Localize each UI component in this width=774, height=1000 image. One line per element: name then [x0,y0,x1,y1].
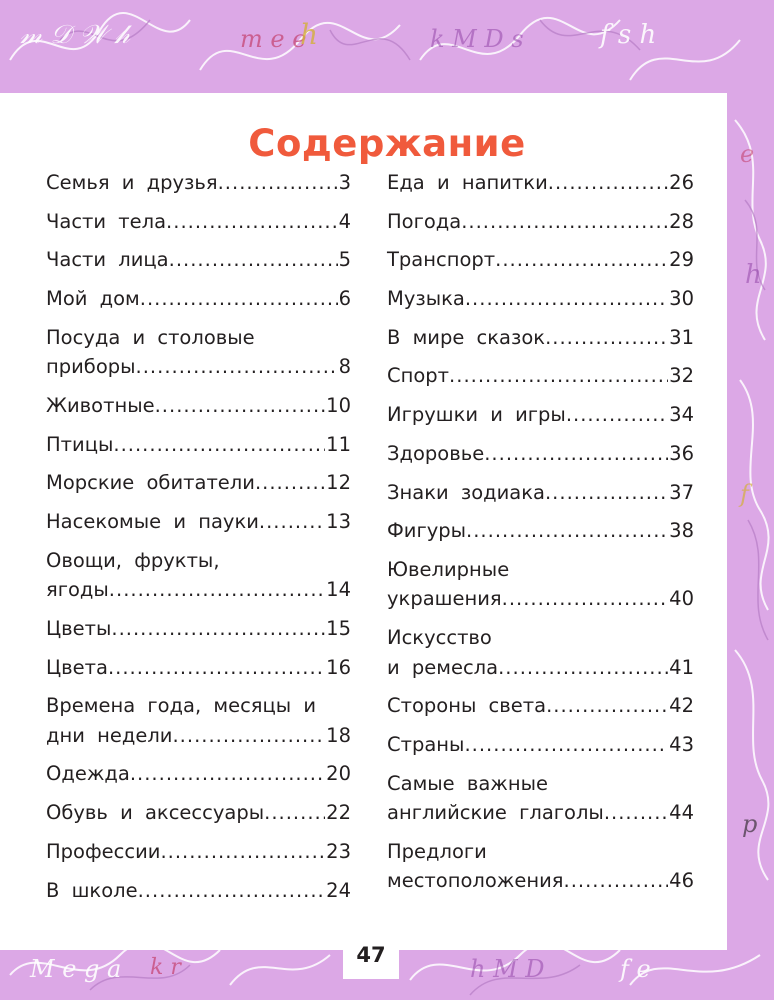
toc-entry-label-line1: Самые важные [387,771,549,795]
toc-right-column [387,168,694,905]
dot-leader [604,798,668,828]
toc-entry-label: английские глаголы [387,801,604,825]
toc-entry-label: Цвета [46,655,108,679]
toc-entry [387,478,694,508]
dot-leader [259,507,325,537]
toc-entry-label-line1: Посуда и столовые [46,325,255,349]
toc-entry [46,245,351,275]
deco-letters: 𝓂 𝒟 𝒲 𝒽 [20,20,130,50]
dot-leader [465,284,668,314]
toc-entry-page: 42 [669,694,694,718]
toc-entry-label: Еда и напитки [387,171,548,194]
toc-entry-label: Животные [46,393,155,417]
dot-leader [498,653,668,683]
toc-entry-label: Профессии [46,839,161,863]
deco-letters: h [300,18,319,51]
toc-entry [46,614,351,644]
dot-leader [108,653,325,683]
dot-leader [564,866,669,896]
toc-entry-label: Части лица [46,248,169,272]
toc-entry [46,546,351,605]
dot-leader [461,207,668,237]
toc-entry-page: 10 [326,393,351,417]
deco-letters: f s h [600,20,657,50]
toc-entry [46,798,351,828]
dot-leader [464,730,668,760]
dot-leader [218,168,338,198]
toc-entry-page: 46 [669,869,694,893]
toc-entry-page: 26 [669,171,694,194]
toc-entry-label-line1: Овощи, фрукты, [46,548,220,572]
dot-leader [113,430,325,460]
dot-leader [449,361,668,391]
dot-leader [484,439,668,469]
page-number: 47 [356,943,386,967]
toc-entry [387,439,694,469]
deco-letters: M e g a [30,955,122,983]
deco-letters: k r [150,955,181,980]
toc-entry-label-line1: Предлоги [387,839,487,863]
toc-entry-page: 44 [669,801,694,825]
dot-leader [495,245,668,275]
toc-entry [387,245,694,275]
toc-entry-page: 34 [669,403,694,427]
toc-left-column [46,168,351,914]
toc-entry-label: Насекомые и пауки [46,510,259,533]
deco-letters: p [742,810,758,838]
toc-entry-page: 8 [338,355,351,379]
toc-entry [46,876,351,906]
toc-entry [46,837,351,867]
toc-entry [46,468,351,498]
toc-entry-page: 23 [326,839,351,863]
toc-entry-label: Погода [387,209,462,233]
toc-entry-label: Транспорт [387,248,496,272]
toc-entry-label: Фигуры [387,519,467,543]
toc-entry-page: 11 [326,432,351,456]
toc-entry [46,759,351,789]
toc-entry [46,691,351,750]
toc-entry-page: 36 [669,441,694,465]
toc-entry-label: и ремесла [387,655,499,679]
toc-entry-page: 22 [326,801,351,825]
dot-leader [255,468,325,498]
toc-entry-label: Музыка [387,287,465,311]
toc-entry-label: Цветы [46,616,112,640]
toc-entry-page: 43 [669,732,694,756]
toc-entry-page: 16 [326,655,351,679]
dot-leader [130,759,325,789]
dot-leader [136,352,338,382]
toc-entry-page: 32 [669,364,694,388]
deco-letters: m e e [240,25,307,53]
dot-leader [111,614,325,644]
toc-entry-page: 30 [669,287,694,311]
toc-entry-label: Одежда [46,762,130,786]
toc-entry [387,361,694,391]
toc-entry-page: 12 [326,471,351,495]
dot-leader [160,837,325,867]
toc-entry-label: дни недели [46,723,173,747]
dot-leader [140,284,338,314]
dot-leader [548,168,668,198]
toc-entry-page: 29 [669,248,694,272]
toc-entry [46,391,351,421]
toc-entry [46,323,351,382]
toc-entry-label: Мой дом [46,287,140,311]
deco-letters: e [740,140,755,168]
toc-entry-page: 5 [338,248,351,272]
toc-entry [46,653,351,683]
toc-entry-page: 18 [326,723,351,747]
toc-entry-page: 40 [669,587,694,611]
toc-entry [46,168,351,198]
toc-entry-page: 4 [338,209,351,233]
dot-leader [169,245,338,275]
dot-leader [502,584,669,614]
toc-entry-label: Части тела [46,209,167,233]
toc-entry-label: местоположения [387,869,564,893]
toc-entry-label: украшения [387,587,502,611]
toc-entry-label: Спорт [387,364,450,388]
deco-letters: h [745,260,762,290]
toc-entry-label: Страны [387,732,465,756]
toc-entry-page: 20 [326,762,351,786]
dot-leader [545,478,668,508]
toc-entry-page: 41 [669,655,694,679]
toc-entry [387,623,694,682]
toc-entry-page: 15 [326,616,351,640]
page-title: Содержание [248,122,526,165]
deco-letters: h M D [470,955,545,983]
toc-entry-page: 38 [669,519,694,543]
toc-entry-label: Морские обитатели [46,471,255,495]
toc-entry [387,207,694,237]
dot-leader [566,400,668,430]
toc-entry [387,691,694,721]
toc-entry [46,284,351,314]
toc-entry [387,516,694,546]
dot-leader [264,798,325,828]
deco-letters: k M D s [430,25,524,53]
dot-leader [546,691,668,721]
dot-leader [466,516,668,546]
dot-leader [545,323,668,353]
toc-entry-label: приборы [46,355,136,379]
toc-entry-label-line1: Ювелирные [387,557,510,581]
toc-entry-label: В школе [46,878,138,902]
toc-entry-page: 28 [669,209,694,233]
toc-entry [46,507,351,537]
toc-entry-page: 13 [326,510,351,533]
toc-entry-label: Семья и друзья [46,171,218,194]
toc-entry [387,769,694,828]
toc-entry-page: 37 [669,480,694,504]
toc-entry-page: 3 [338,171,351,194]
toc-entry-page: 14 [326,578,351,602]
dot-leader [155,391,326,421]
toc-entry-label: Птицы [46,432,114,456]
dot-leader [172,721,325,751]
toc-entry-label-line1: Искусство [387,626,492,650]
toc-entry [387,168,694,198]
toc-entry [387,284,694,314]
toc-entry [46,207,351,237]
deco-letters: f [740,480,749,508]
toc-entry-label: Знаки зодиака [387,480,545,504]
toc-entry [387,555,694,614]
toc-entry-label: Здоровье [387,441,485,465]
toc-entry [46,430,351,460]
toc-entry-label: В мире сказок [387,325,546,349]
dot-leader [166,207,338,237]
toc-entry-label: Игрушки и игры [387,403,566,427]
toc-entry [387,323,694,353]
toc-entry-label-line1: Времена года, месяцы и [46,694,317,718]
toc-entry [387,837,694,896]
toc-entry-page: 31 [669,325,694,349]
toc-entry [387,400,694,430]
toc-entry-label: Стороны света [387,694,547,718]
toc-entry-label: ягоды [46,578,109,602]
deco-letters: f e [620,955,651,983]
toc-entry [387,730,694,760]
dot-leader [109,575,325,605]
toc-entry-label: Обувь и аксессуары [46,801,265,825]
dot-leader [138,876,326,906]
toc-entry-page: 6 [338,287,351,311]
toc-entry-page: 24 [326,878,351,902]
